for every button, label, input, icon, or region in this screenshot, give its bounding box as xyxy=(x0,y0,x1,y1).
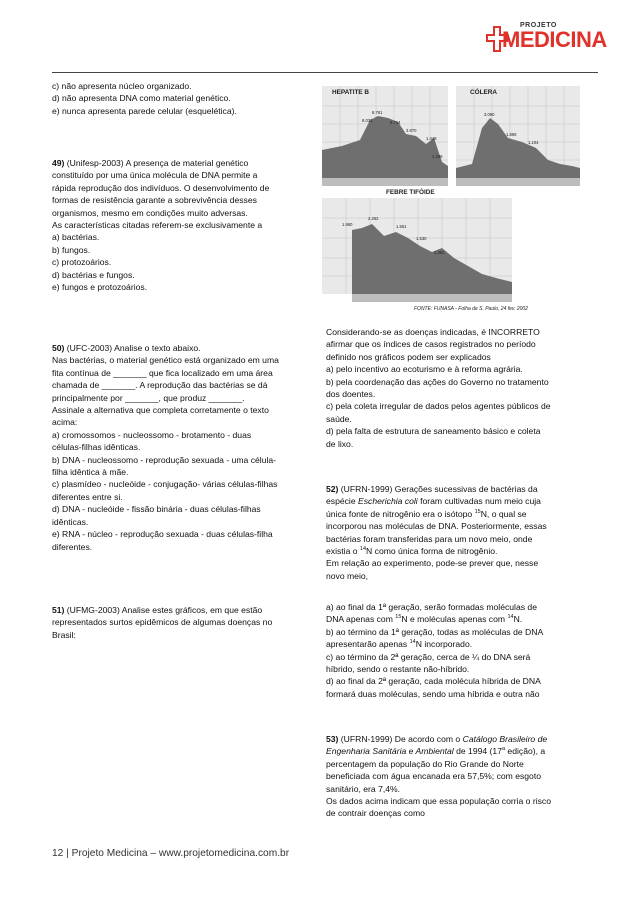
left-options-top xyxy=(52,80,314,117)
col-value-label: 1.869 xyxy=(506,132,517,137)
epidemic-charts-figure xyxy=(322,78,580,312)
hep-title: HEPATITE B xyxy=(332,89,370,96)
question-51 xyxy=(52,604,314,641)
col-value-label: 3.090 xyxy=(484,112,495,117)
option-d: d) não apresenta DNA como material genético. xyxy=(52,93,231,104)
q49-number: 49) xyxy=(52,158,65,168)
q53-line: de contrair doenças como xyxy=(326,808,425,819)
q51-cont-line: afirmar que os índices de casos registrados no período xyxy=(326,339,536,350)
hepatitis-b-chart xyxy=(322,86,448,186)
question-51-continuation xyxy=(326,326,588,450)
q53-line: beneficiada com água encanada era 57,5%; com esgoto xyxy=(326,771,541,782)
q49-option-d: d) bactérias e fungos. xyxy=(52,269,135,280)
q51-cont-line: dos doentes. xyxy=(326,389,376,400)
question-52 xyxy=(326,483,588,582)
q50-option-c: c) plasmídeo - nucleóide - conjugação- várias células-filhas xyxy=(52,479,278,490)
feb-value-label: 2.262 xyxy=(368,216,379,221)
q49-line-1: 49) (Unifesp-2003) A presença de material genético xyxy=(52,158,249,168)
question-52-options xyxy=(326,601,588,700)
typhoid-fever-chart xyxy=(322,187,512,302)
q50-line: fita contínua de _______ que fica localizado em uma área xyxy=(52,367,273,378)
q51-cont-line: definido nos gráficos podem ser explicados xyxy=(326,351,491,362)
q50-option-d: d) DNA - nucleóide - fissão binária - duas células-filhas xyxy=(52,504,261,515)
q50-number: 50) xyxy=(52,343,65,353)
q51-cont-line: saúde. xyxy=(326,413,352,424)
q49-line: formas de resistência garante a sobrevivência desses xyxy=(52,195,257,206)
q50-line: principalmente por _______, que produz _______. xyxy=(52,392,245,403)
q50-line: chamada de _______. A reprodução das bactérias se dá xyxy=(52,380,268,391)
q52-option-c: c) ao término da 2ª geração, cerca de ¼ do DNA será xyxy=(326,651,531,662)
hep-value-label: 1.449 xyxy=(426,136,437,141)
q52-line: formará duas moléculas, sendo uma híbrida e outra não xyxy=(326,688,540,699)
q50-line-1: 50) (UFC-2003) Analise o texto abaixo. xyxy=(52,343,201,353)
q51-option-b: b) pela coordenação das ações do Governo no tratamento xyxy=(326,376,549,387)
question-49 xyxy=(52,157,314,293)
feb-value-label: 1.551 xyxy=(396,224,407,229)
q51-line-1: 51) (UFMG-2003) Analise estes gráficos, em que estão xyxy=(52,605,263,615)
species-name: Escherichia coli xyxy=(358,496,418,507)
q52-line: incorporou nas moléculas de DNA. Posteriormente, essas xyxy=(326,521,547,532)
q51-cont-line: de lixo. xyxy=(326,438,354,449)
q53-line: Engenharia Sanitária e Ambiental de 1994 (17$^a$ edição), a xyxy=(326,746,546,757)
q52-option-b: b) ao término da 1ª geração, todas as moléculas de DNA xyxy=(326,626,544,637)
q50-line: idênticas. xyxy=(52,516,89,527)
q52-line: novo meio, xyxy=(326,570,369,581)
hep-value-label: 6.714 xyxy=(390,120,401,125)
q53-line: sanitário, era 7,4%. xyxy=(326,783,401,794)
option-c: c) não apresenta núcleo organizado. xyxy=(52,81,192,91)
q50-line: filha idêntica à mãe. xyxy=(52,467,129,478)
q49-line: rápida reprodução dos indivíduos. O desenvolvimento de xyxy=(52,182,270,193)
logo-medicina-text: MEDICINA xyxy=(502,27,607,52)
q53-line: Os dados acima indicam que essa população corria o risco xyxy=(326,796,551,807)
q50-option-a: a) cromossomos - nucleossomo - brotamento - duas xyxy=(52,429,252,440)
q49-option-b: b) fungos. xyxy=(52,244,91,255)
logo-projeto-text: PROJETO xyxy=(520,22,557,29)
q50-line: diferentes. xyxy=(52,541,93,552)
q52-line: híbrido, sendo o restante não-híbrido. xyxy=(326,664,470,675)
q52-number: 52) xyxy=(326,484,339,494)
q53-number: 53) xyxy=(326,734,339,744)
q52-line: única fonte de nitrogênio era o isótopo $^{15}$N, o qual se xyxy=(326,508,527,519)
q49-option-c: c) protozoários. xyxy=(52,257,112,268)
hep-value-label: 8.761 xyxy=(372,110,383,115)
epidemic-charts-svg xyxy=(322,78,580,312)
col-value-label: 1.104 xyxy=(528,140,539,145)
feb-value-label: 1.960 xyxy=(342,222,353,227)
q50-line: Nas bactérias, o material genético está organizado em uma xyxy=(52,355,279,366)
q52-line: DNA apenas com $^{15}$N e moléculas apenas com $^{14}$N. xyxy=(326,614,523,625)
question-50 xyxy=(52,342,314,553)
q52-line: Em relação ao experimento, pode-se prever que, nesse xyxy=(326,558,539,569)
q52-line-1: 52) (UFRN-1999) Gerações sucessivas de bactérias da xyxy=(326,484,538,494)
page-number: 12 xyxy=(52,848,64,859)
q49-line: organismos, mesmo em condições muito adversas. xyxy=(52,207,248,218)
footer-text[interactable]: Projeto Medicina – www.projetomedicina.com.br xyxy=(71,848,290,859)
q51-option-d: d) pela falta de estrutura de saneamento básico e coleta xyxy=(326,426,541,437)
option-e: e) nunca apresenta parede celular (esquelética). xyxy=(52,105,237,116)
q51-cont-line: Considerando-se as doenças indicadas, é INCORRETO xyxy=(326,327,540,337)
q52-line: espécie Escherichia coli foram cultivadas num meio cuja xyxy=(326,496,541,507)
q52-line: existia o $^{14}$N como única forma de nitrogênio. xyxy=(326,546,498,557)
q51-number: 51) xyxy=(52,605,65,615)
feb-value-label: 1.530 xyxy=(416,236,427,241)
col-title: CÓLERA xyxy=(470,89,497,96)
q52-option-a: a) ao final da 1ª geração, serão formadas moléculas de xyxy=(326,602,537,612)
projeto-medicina-logo xyxy=(484,20,607,56)
q53-line-1: 53) (UFRN-1999) De acordo com o Catálogo Brasileiro de xyxy=(326,734,548,744)
q49-option-e: e) fungos e protozoários. xyxy=(52,282,148,293)
q49-option-a: a) bactérias. xyxy=(52,232,100,243)
q51-option-a: a) pelo incentivo ao ecoturismo e à reforma agrária. xyxy=(326,364,523,375)
q49-line: constituído por uma única molécula de DNA permite a xyxy=(52,170,258,181)
q52-line: bactérias foram transferidas para um novo meio, onde xyxy=(326,533,533,544)
feb-value-label: 1.362 xyxy=(434,250,445,255)
q49-line: As características citadas referem-se exclusivamente a xyxy=(52,220,263,231)
q50-option-b: b) DNA - nucleossomo - reprodução sexuada - uma célula- xyxy=(52,454,277,465)
figure-source: FONTE: FUNASA - Folha de S. Paulo, 24 fev. 2002 xyxy=(414,306,528,312)
question-53 xyxy=(326,733,588,820)
page-footer xyxy=(52,848,289,860)
q50-line: Assinale a alternativa que completa corretamente o texto xyxy=(52,405,269,416)
hep-value-label: 3.870 xyxy=(406,128,417,133)
q52-line: apresentarão apenas $^{14}$N incorporado. xyxy=(326,639,473,650)
q51-option-c: c) pela coleta irregular de dados pelos agentes públicos de xyxy=(326,401,551,412)
q53-line: percentagem da população do Rio Grande do Norte xyxy=(326,758,524,769)
footer-separator: | xyxy=(63,848,72,859)
q50-option-e: e) RNA - núcleo - reprodução sexuada - duas células-filha xyxy=(52,529,273,540)
q52-option-d: d) ao final da 2ª geração, cada molécula híbrida de DNA xyxy=(326,676,541,687)
hep-value-label: 8.031 xyxy=(362,118,373,123)
q51-line: Brasil: xyxy=(52,629,76,640)
header-rule xyxy=(52,72,598,73)
hep-value-label: 1.289 xyxy=(432,154,443,159)
feb-title: FEBRE TIFÓIDE xyxy=(386,189,435,196)
cholera-chart xyxy=(456,86,580,186)
q51-line: representados surtos epidêmicos de algumas doenças no xyxy=(52,617,273,628)
q50-line: acima: xyxy=(52,417,78,428)
q50-line: diferentes entre si. xyxy=(52,491,123,502)
q50-line: células-filhas idênticas. xyxy=(52,442,141,453)
